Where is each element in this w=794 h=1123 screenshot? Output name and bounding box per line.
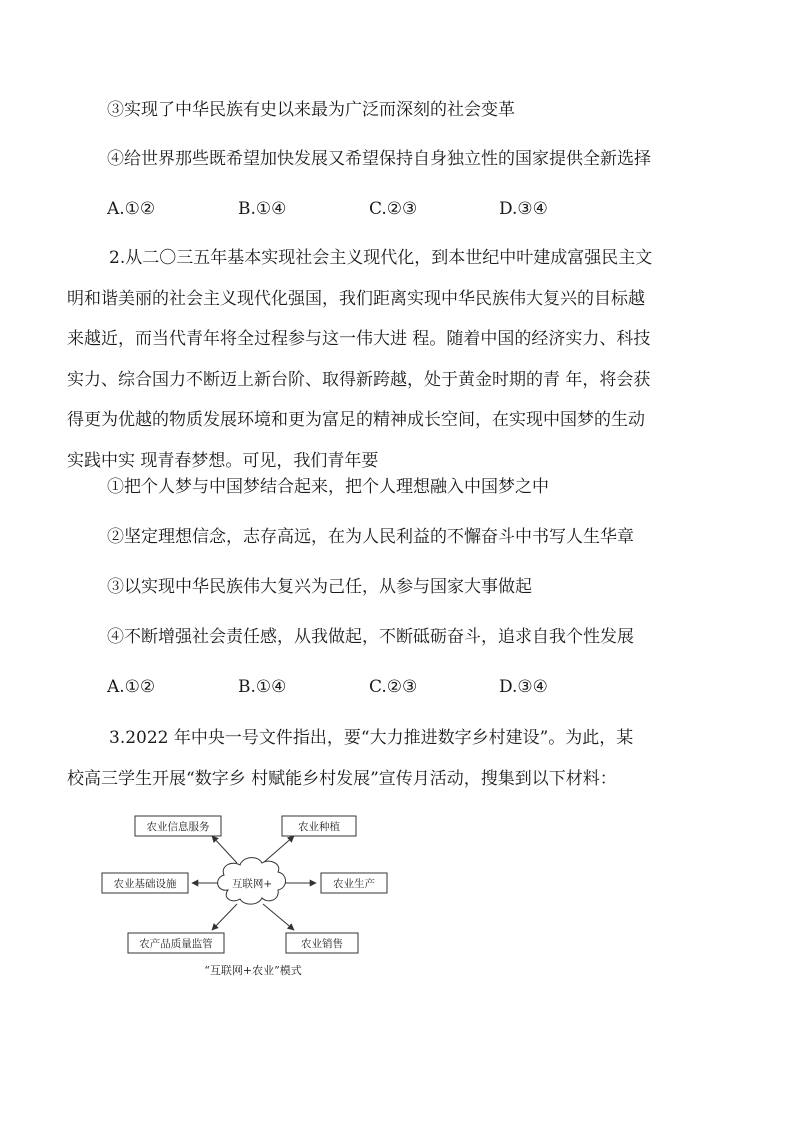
q2-stem-line: 实践中实 现青春梦想。可见，我们青年要 <box>67 450 379 471</box>
q2-choice-c: C.②③ <box>369 677 418 697</box>
node-label: 农业生产 <box>333 878 375 890</box>
q1-choice-c: C.②③ <box>369 199 418 219</box>
arrow-top-right <box>263 836 294 863</box>
q2-choice-d: D.③④ <box>499 677 548 697</box>
q2-stem <box>67 238 719 481</box>
q2-choice-b: B.①④ <box>238 677 287 697</box>
q1-choice-b: B.①④ <box>238 199 287 219</box>
node-label: 农业基础设施 <box>113 878 177 890</box>
diagram-caption: “互联网+农业”模式 <box>204 964 302 977</box>
node-label: 农业销售 <box>301 938 343 950</box>
q2-stem-line: 2.从二〇三五年基本实现社会主义现代化，到本世纪中叶建成富强民主文 <box>109 248 653 268</box>
q1-option-3: ③实现了中华民族有史以来最为广泛而深刻的社会变革 <box>107 100 515 120</box>
q2-option-1: ①把个人梦与中国梦结合起来，把个人理想融入中国梦之中 <box>107 477 549 497</box>
q2-stem-line: 明和谐美丽的社会主义现代化强国，我们距离实现中华民族伟大复兴的目标越 <box>67 288 645 309</box>
q1-option-4: ④给世界那些既希望加快发展又希望保持自身独立性的国家提供全新选择 <box>107 149 651 169</box>
node-label: 农业信息服务 <box>146 821 210 833</box>
q2-option-2: ②坚定理想信念，志存高远，在为人民利益的不懈奋斗中书写人生华章 <box>107 527 634 547</box>
arrow-bottom-right <box>263 904 294 930</box>
q2-stem-line: 得更为优越的物质发展环境和更为富足的精神成长空间，在实现中国梦的生动 <box>67 410 645 430</box>
arrow-top-left <box>212 836 237 863</box>
internet-plus-agriculture-diagram <box>100 808 390 983</box>
q3-stem-line: 校高三学生开展“数字乡 村赋能乡村发展”宣传月活动，搜集到以下材料： <box>67 768 617 789</box>
q2-option-4: ④不断增强社会责任感，从我做起，不断砥砺奋斗，追求自我个性发展 <box>107 627 634 647</box>
q3-stem <box>67 718 719 799</box>
node-label: 农业种植 <box>298 821 340 833</box>
diagram-center-label: 互联网+ <box>231 878 273 890</box>
q2-stem-line: 来越近，而当代青年将全过程参与这一伟大进 程。随着中国的经济实力、科技 <box>67 329 651 349</box>
q1-choice-a: A.①② <box>107 199 156 219</box>
q2-choice-a: A.①② <box>107 677 156 697</box>
arrow-bottom-left <box>212 904 237 930</box>
q1-choice-d: D.③④ <box>499 199 548 219</box>
node-label: 农产品质量监管 <box>139 938 213 950</box>
q3-stem-line: 3.2022 年中央一号文件指出，要“大力推进数字乡村建设”。为此，某 <box>109 728 634 748</box>
q2-stem-line: 实力、综合国力不断迈上新台阶、取得新跨越，处于黄金时期的青 年，将会获 <box>67 369 651 390</box>
q2-option-3: ③以实现中华民族伟大复兴为己任，从参与国家大事做起 <box>107 577 532 597</box>
